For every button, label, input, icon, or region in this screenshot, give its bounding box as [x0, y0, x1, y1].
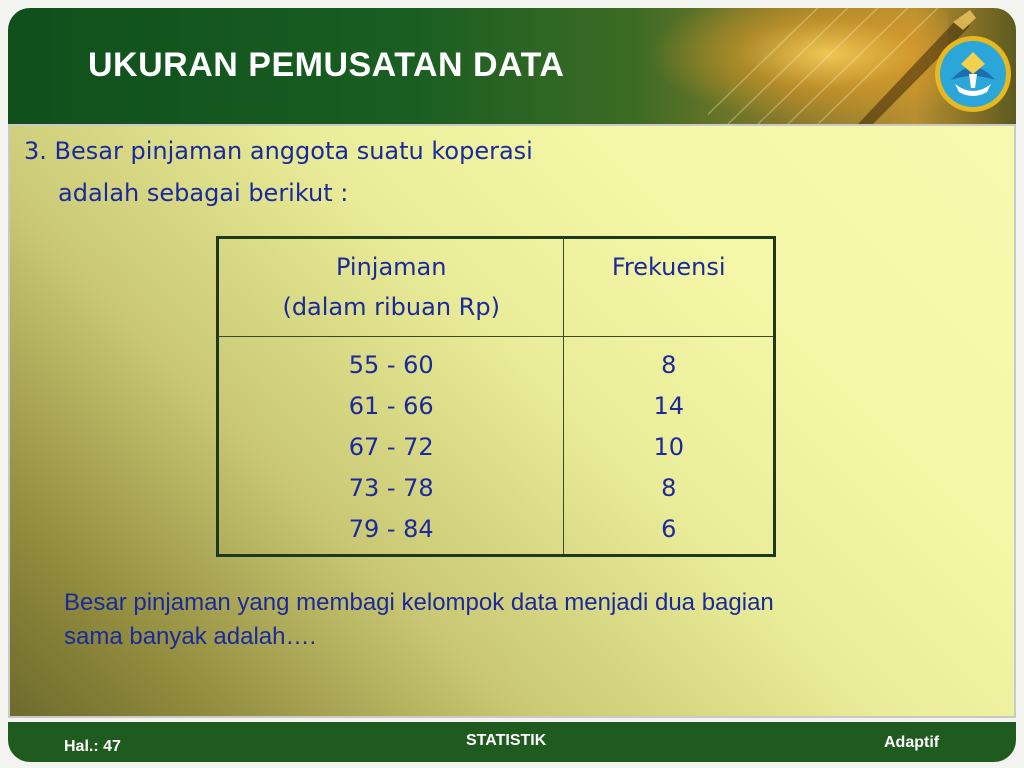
frequency-cell: 10	[653, 433, 684, 461]
header-frekuensi-label: Frekuensi	[611, 253, 726, 281]
range-column	[218, 337, 564, 556]
frequency-cell: 14	[653, 392, 684, 420]
header-pinjaman	[218, 238, 564, 337]
question-line-2: sama banyak adalah….	[64, 623, 317, 650]
table-body-row	[218, 337, 775, 556]
footer-label: Adaptif	[884, 734, 940, 751]
tut-wuri-handayani-logo	[933, 34, 1013, 114]
range-cell: 73 - 78	[348, 474, 434, 502]
range-cell: 67 - 72	[348, 433, 434, 461]
footer-subject: STATISTIK	[466, 732, 547, 749]
intro-text	[24, 130, 533, 214]
frequency-table	[216, 236, 776, 557]
intro-line-2: adalah sebagai berikut :	[58, 179, 349, 207]
range-cell: 79 - 84	[348, 515, 434, 543]
header-pinjaman-line2: (dalam ribuan Rp)	[282, 293, 500, 321]
range-cell: 61 - 66	[348, 392, 434, 420]
frequency-cell: 6	[661, 515, 677, 543]
header-frekuensi	[564, 238, 775, 337]
slide-title: UKURAN PEMUSATAN DATA	[88, 46, 565, 84]
page-number: Hal.: 47	[64, 738, 121, 755]
range-cell: 55 - 60	[348, 351, 434, 379]
intro-line-1: 3. Besar pinjaman anggota suatu koperasi	[24, 137, 533, 165]
frequency-cell: 8	[661, 474, 677, 502]
header-pinjaman-line1: Pinjaman	[335, 253, 447, 281]
frequency-cell: 8	[661, 351, 677, 379]
frequency-column	[564, 337, 775, 556]
question-text	[64, 586, 944, 654]
question-line-1: Besar pinjaman yang membagi kelompok data menjadi dua bagian	[64, 589, 774, 616]
table-header-row	[218, 238, 775, 337]
